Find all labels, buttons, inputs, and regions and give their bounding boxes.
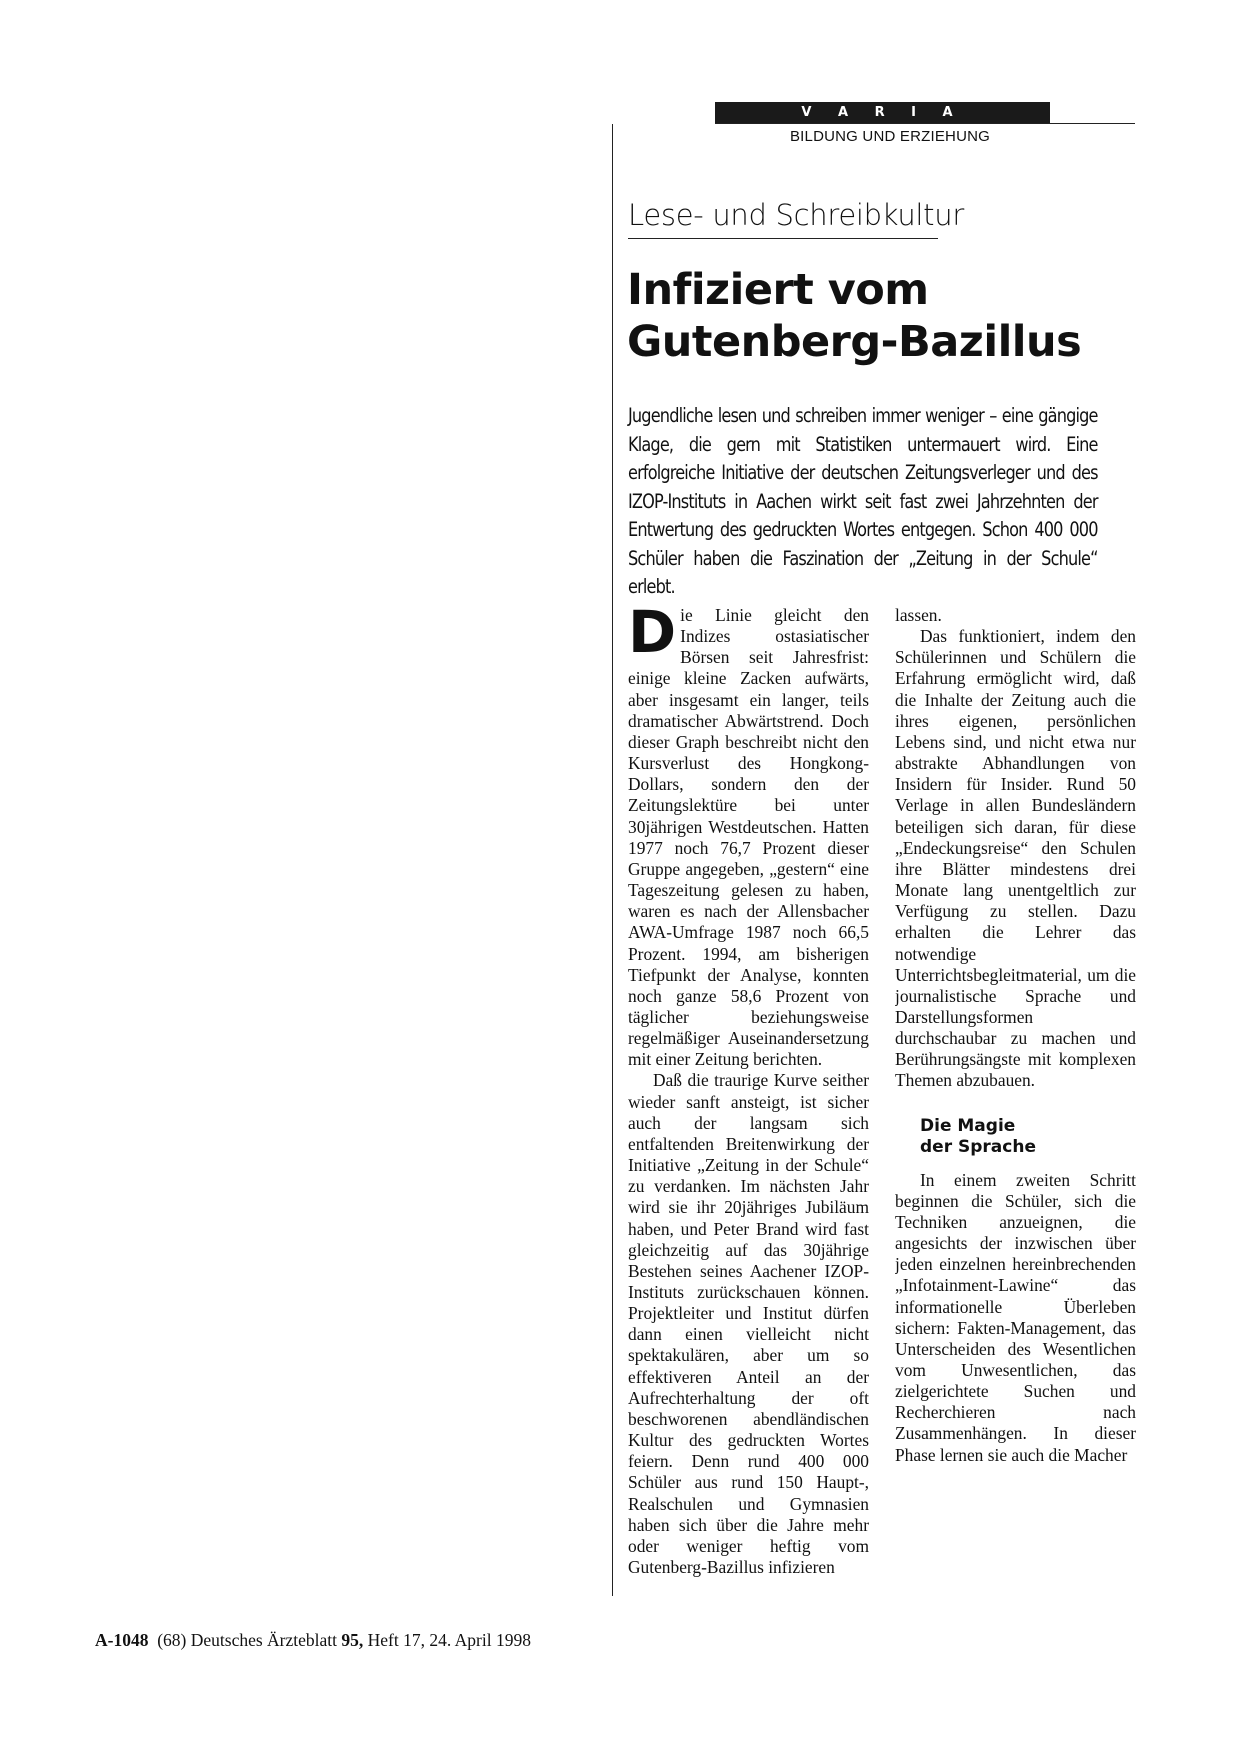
subheading-line-2: der Sprache bbox=[920, 1136, 1036, 1157]
paragraph-2-continued: lassen. bbox=[895, 605, 942, 625]
subheading-line-1: Die Magie bbox=[920, 1115, 1016, 1136]
header-rule bbox=[715, 123, 1135, 124]
body-column-1 bbox=[628, 605, 869, 1595]
subheading bbox=[920, 1116, 1136, 1158]
article-headline bbox=[627, 264, 1127, 368]
volume-number: 95, bbox=[341, 1630, 364, 1650]
headline-line-1: Infiziert vom bbox=[627, 265, 929, 315]
paragraph-2: Daß die traurige Kurve seither wieder sanft ansteigt, ist sicher auch der langsam sich entfaltenden Breitenwirkung der Initiative „Zeitung in der Schule“ zu verdanken. Im nächsten Jahr wird sie ihr 20jähriges Jubiläum haben, und Peter Brand wird fast gleichzeitig auf das 30jährige Bestehen seines Aachener IZOP-Instituts zurückschauen können. Projektleiter und Institut dürfen dann einen vielleicht nicht spektakulären, aber um so effektiveren Anteil an der Aufrechterhaltung der oft beschworenen abendländischen Kultur des gedruckten Wortes feiern. Denn rund 400 000 Schüler aus rund 150 Haupt-, Realschulen und Gymnasien haben sich über die Jahre mehr oder weniger heftig vom Gutenberg-Bazillus infizieren bbox=[628, 1070, 869, 1578]
article-lead: Jugendliche lesen und schreiben immer weniger – eine gängige Klage, die gern mit Statistiken untermauert wird. Eine erfolgreiche Initiative der deutschen Zeitungsverleger und des IZOP-Instituts in Aachen wirkt seit fast zwei Jahrzehnten der Entwertung des gedruckten Wortes entgegen. Schon 400 000 Schüler haben die Faszination der „Zeitung in der Schule“ erlebt. bbox=[628, 404, 1098, 598]
drop-cap: D bbox=[628, 605, 677, 666]
page-id: A-1048 bbox=[95, 1630, 149, 1650]
paragraph-3: Das funktioniert, indem den Schülerinnen und Schülern die Erfahrung ermöglicht wird, daß die Inhalte der Zeitung auch die ihres eigenen, persönlichen Lebens sind, und nicht etwa nur abstrakte Abhandlungen von Insidern für Insider. Rund 50 Verlage in allen Bundesländern beteiligen sich daran, für diese „Endeckungsreise“ den Schulen ihre Blätter mindestens drei Monate lang unentgeltlich zur Verfügung zu stellen. Dazu erhalten die Lehrer das notwendige Unterrichtsbegleitmaterial, um die journalistische Sprache und Darstellungsformen durchschaubar zu machen und Berührungsängste mit komplexen Themen abzubauen. bbox=[895, 626, 1136, 1091]
paragraph-1 bbox=[628, 605, 869, 1070]
subsection-label: BILDUNG UND ERZIEHUNG bbox=[789, 128, 991, 145]
paragraph-4: In einem zweiten Schritt beginnen die Schüler, sich die Techniken anzueignen, die angesichts der inzwischen über jeden einzelnen hereinbrechenden „Infotainment-Lawine“ das informationelle Überleben sichern: Fakten-Management, das Unterscheiden des Wesentlichen vom Unwesentlichen, das zielgerichtete Suchen und Recherchieren nach Zusammenhängen. In dieser Phase lernen sie auch die Macher bbox=[895, 1169, 1136, 1465]
body-column-2 bbox=[895, 605, 1136, 1595]
page-footer bbox=[95, 1630, 531, 1651]
headline-line-2: Gutenberg-Bazillus bbox=[627, 317, 1082, 367]
page-number: (68) bbox=[157, 1630, 187, 1650]
issue-date: Heft 17, 24. April 1998 bbox=[367, 1630, 531, 1650]
section-banner: V A R I A bbox=[715, 102, 1050, 123]
paragraph-1-text: ie Linie gleicht den Indizes ostasiatischer Börsen seit Jahresfrist: einige kleine Zacken aufwärts, aber insgesamt ein langer, teils dramatischer Abwärtstrend. Doch dieser Graph beschreibt nicht den Kursverlust des Hongkong-Dollars, sondern den der Zeitungslektüre bei unter 30jährigen Westdeutschen. Hatten 1977 noch 76,7 Prozent dieser Gruppe angegeben, „gestern“ eine Tageszeitung gelesen zu haben, waren es nach der Allensbacher AWA-Umfrage 1987 noch 66,5 Prozent. 1994, am bisherigen Tiefpunkt der Analyse, konnten noch ganze 58,6 Prozent von täglicher beziehungsweise regelmäßiger Auseinandersetzung mit einer Zeitung berichten. bbox=[628, 605, 869, 1070]
article-kicker: Lese- und Schreibkultur bbox=[628, 198, 938, 239]
journal-name: Deutsches Ärzteblatt bbox=[190, 1630, 338, 1650]
column-divider bbox=[612, 124, 613, 1596]
